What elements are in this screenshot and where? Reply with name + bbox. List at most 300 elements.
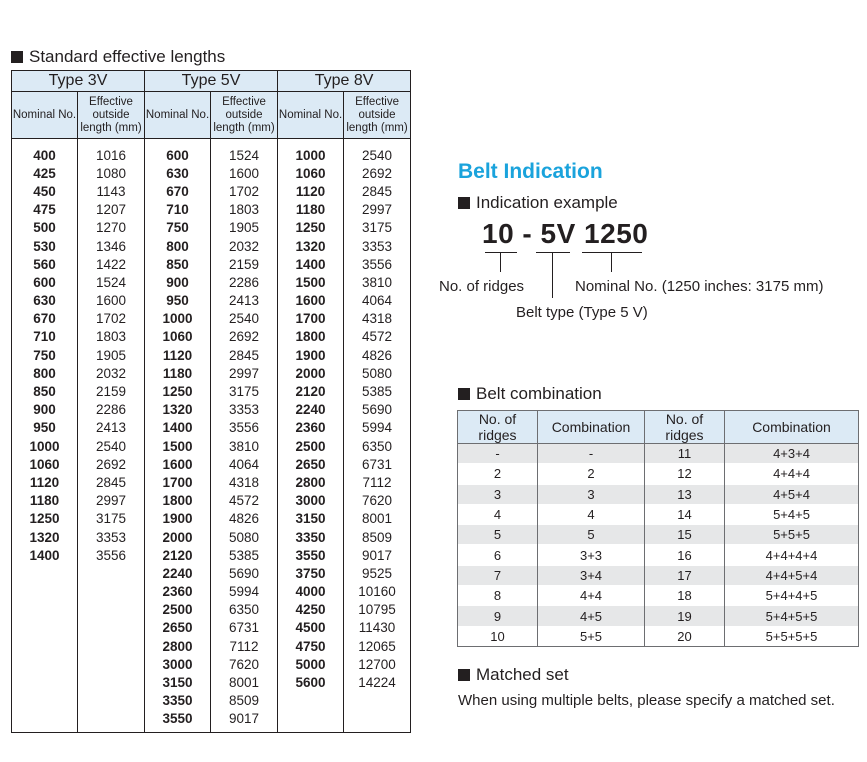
nominal-no-cell: 2000 xyxy=(278,365,344,383)
combination-cell: 5+5 xyxy=(538,626,645,646)
ridges-cell: 6 xyxy=(458,545,538,565)
effective-length-cell: 2540 xyxy=(211,310,278,328)
ridges-leader-line xyxy=(500,252,501,272)
combination-cell: 5+4+5 xyxy=(725,504,859,524)
nominal-no-cell: 1250 xyxy=(145,383,211,401)
combination-cell: 3+3 xyxy=(538,545,645,565)
standard-lengths-table xyxy=(11,70,411,733)
nominal-no-cell: 4000 xyxy=(278,583,344,601)
table-row xyxy=(458,444,859,464)
effective-length-cell: 2845 xyxy=(344,183,411,201)
table-row xyxy=(12,656,411,674)
nominal-no-cell: 1180 xyxy=(278,201,344,219)
type-8v-header: Type 8V xyxy=(278,71,411,92)
nominal-no-cell: 1700 xyxy=(145,474,211,492)
table-row xyxy=(12,237,411,255)
nominal-no-header: Nominal No. xyxy=(278,92,344,139)
nominal-no-cell: 1400 xyxy=(278,256,344,274)
effective-length-cell: 7112 xyxy=(211,638,278,656)
ridges-cell: 4 xyxy=(458,504,538,524)
indication-code: 10 - 5V 1250 xyxy=(482,218,649,249)
nominal-no-cell: 1060 xyxy=(278,165,344,183)
combination-cell: 4+4 xyxy=(538,586,645,606)
nominal-no-cell: 1600 xyxy=(145,456,211,474)
table-row xyxy=(12,583,411,601)
nominal-no-cell: 450 xyxy=(12,183,78,201)
nominal-no-cell: 1500 xyxy=(278,274,344,292)
nominal-no-cell: 1000 xyxy=(278,147,344,165)
effective-length-cell: 5994 xyxy=(211,583,278,601)
effective-length-cell: 9525 xyxy=(344,565,411,583)
ridges-cell: 15 xyxy=(645,525,725,545)
effective-length-header-line: Effective xyxy=(89,95,133,108)
table-row xyxy=(12,692,411,710)
effective-length-cell: 4064 xyxy=(211,456,278,474)
combination-cell: 3+4 xyxy=(538,565,645,585)
ridges-label: No. of ridges xyxy=(439,278,525,295)
nominal-no-cell: 2000 xyxy=(145,528,211,546)
effective-length-cell: 2692 xyxy=(211,328,278,346)
nominal-no-cell: 900 xyxy=(145,274,211,292)
nominal-no-cell: 1400 xyxy=(145,419,211,437)
ridges-cell: 7 xyxy=(458,565,538,585)
effective-length-cell: 1905 xyxy=(78,347,145,365)
nominal-no-cell: 1320 xyxy=(145,401,211,419)
nominal-no-cell: 800 xyxy=(12,365,78,383)
nominal-no-cell: 1600 xyxy=(278,292,344,310)
nominal-no-cell: 2240 xyxy=(145,565,211,583)
table-row xyxy=(12,638,411,656)
nominal-no-cell: 1000 xyxy=(145,310,211,328)
table-row xyxy=(12,474,411,492)
effective-length-cell: 10795 xyxy=(344,601,411,619)
effective-length-cell: 2159 xyxy=(78,383,145,401)
effective-length-cell: 1207 xyxy=(78,201,145,219)
table-row xyxy=(12,310,411,328)
effective-length-header-line: outside xyxy=(358,108,396,121)
effective-length-cell: 3353 xyxy=(344,237,411,255)
nominal-no-cell: 3000 xyxy=(145,656,211,674)
effective-length-cell: 4318 xyxy=(211,474,278,492)
table-row xyxy=(458,484,859,504)
ridges-cell: 12 xyxy=(645,464,725,484)
effective-length-header xyxy=(78,92,145,139)
effective-length-cell xyxy=(78,656,145,674)
nominal-no-cell xyxy=(12,638,78,656)
effective-length-header xyxy=(211,92,278,139)
effective-length-cell: 5994 xyxy=(344,419,411,437)
nominal-no-cell: 1000 xyxy=(12,438,78,456)
effective-length-cell: 3810 xyxy=(344,274,411,292)
effective-length-cell: 14224 xyxy=(344,674,411,692)
nominal-no-cell: 2120 xyxy=(145,547,211,565)
table-row xyxy=(458,504,859,524)
effective-length-cell: 4572 xyxy=(344,328,411,346)
effective-length-cell: 2413 xyxy=(78,419,145,437)
effective-length-cell: 2032 xyxy=(78,365,145,383)
nominal-no-cell xyxy=(12,710,78,728)
nominal-no-cell: 800 xyxy=(145,237,211,255)
square-bullet-icon xyxy=(458,388,470,400)
nominal-no-cell: 2360 xyxy=(278,419,344,437)
nominal-no-cell: 3350 xyxy=(278,528,344,546)
ridges-cell: - xyxy=(458,444,538,464)
nominal-no-cell: 5600 xyxy=(278,674,344,692)
effective-length-cell: 2540 xyxy=(344,147,411,165)
combination-cell: 4+5 xyxy=(538,606,645,626)
effective-length-cell: 5080 xyxy=(211,528,278,546)
nominal-no-cell: 2120 xyxy=(278,383,344,401)
nominal-no-cell: 1060 xyxy=(145,328,211,346)
nominal-no-cell xyxy=(12,674,78,692)
nominal-no-cell: 1120 xyxy=(12,474,78,492)
nominal-no-cell: 850 xyxy=(12,383,78,401)
table-row xyxy=(12,183,411,201)
nominal-no-cell: 630 xyxy=(145,165,211,183)
effective-length-cell: 2692 xyxy=(78,456,145,474)
ridges-cell: 5 xyxy=(458,525,538,545)
table-row xyxy=(12,328,411,346)
nominal-no-cell: 1700 xyxy=(278,310,344,328)
effective-length-cell: 5385 xyxy=(211,547,278,565)
effective-length-cell xyxy=(78,710,145,728)
standard-lengths-title: Standard effective lengths xyxy=(29,47,226,66)
table-row xyxy=(12,256,411,274)
effective-length-cell: 1702 xyxy=(211,183,278,201)
effective-length-cell: 6350 xyxy=(344,438,411,456)
table-row xyxy=(12,438,411,456)
nominal-no-cell: 950 xyxy=(145,292,211,310)
nominal-no-cell xyxy=(12,601,78,619)
nominal-no-cell: 2650 xyxy=(278,456,344,474)
square-bullet-icon xyxy=(458,197,470,209)
nominal-no-cell: 3550 xyxy=(145,710,211,728)
spacer-row xyxy=(12,139,411,147)
combination-cell: 4+3+4 xyxy=(725,444,859,464)
nominal-no-cell xyxy=(12,656,78,674)
effective-length-cell: 1524 xyxy=(211,147,278,165)
effective-length-cell xyxy=(344,692,411,710)
type-3v-header: Type 3V xyxy=(12,71,145,92)
nominal-no-cell: 670 xyxy=(12,310,78,328)
nominal-no-cell: 3000 xyxy=(278,492,344,510)
effective-length-header-line: length (mm) xyxy=(213,121,275,134)
table-row xyxy=(12,510,411,528)
table-row xyxy=(12,565,411,583)
effective-length-cell: 3810 xyxy=(211,438,278,456)
table-row xyxy=(12,674,411,692)
effective-length-header-line: length (mm) xyxy=(80,121,142,134)
effective-length-cell: 1702 xyxy=(78,310,145,328)
table-row xyxy=(12,492,411,510)
table-row xyxy=(12,274,411,292)
effective-length-cell: 2286 xyxy=(78,401,145,419)
combination-cell: 4+5+4 xyxy=(725,484,859,504)
nominal-no-cell: 670 xyxy=(145,183,211,201)
effective-length-cell: 1803 xyxy=(211,201,278,219)
nominal-no-cell: 750 xyxy=(145,219,211,237)
effective-length-cell: 2286 xyxy=(211,274,278,292)
nominal-no-cell: 750 xyxy=(12,347,78,365)
ridges-cell: 19 xyxy=(645,606,725,626)
nominal-leader-line xyxy=(611,252,612,272)
table-row xyxy=(12,619,411,637)
table-row xyxy=(12,401,411,419)
effective-length-cell: 3175 xyxy=(344,219,411,237)
nominal-no-cell: 2500 xyxy=(145,601,211,619)
table-row xyxy=(12,383,411,401)
combination-cell: - xyxy=(538,444,645,464)
effective-length-cell: 8509 xyxy=(344,528,411,546)
effective-length-cell: 12700 xyxy=(344,656,411,674)
nominal-no-cell: 1250 xyxy=(12,510,78,528)
nominal-no-cell: 950 xyxy=(12,419,78,437)
combination-cell: 5+4+4+5 xyxy=(725,586,859,606)
nominal-no-cell: 1120 xyxy=(145,347,211,365)
table-row xyxy=(458,606,859,626)
nominal-no-cell: 3150 xyxy=(145,674,211,692)
effective-length-cell: 2845 xyxy=(211,347,278,365)
effective-length-cell: 2159 xyxy=(211,256,278,274)
nominal-no-cell: 530 xyxy=(12,237,78,255)
effective-length-header-line: outside xyxy=(92,108,130,121)
effective-length-cell: 2997 xyxy=(344,201,411,219)
effective-length-cell: 5385 xyxy=(344,383,411,401)
nominal-no-cell: 1060 xyxy=(12,456,78,474)
effective-length-cell: 1524 xyxy=(78,274,145,292)
effective-length-cell xyxy=(78,638,145,656)
table-row xyxy=(12,528,411,546)
nominal-label: Nominal No. (1250 inches: 3175 mm) xyxy=(575,278,824,295)
effective-length-cell: 6731 xyxy=(211,619,278,637)
effective-length-cell: 11430 xyxy=(344,619,411,637)
effective-length-header-line: length (mm) xyxy=(346,121,408,134)
nominal-no-cell: 1180 xyxy=(145,365,211,383)
nominal-no-cell: 1320 xyxy=(12,528,78,546)
comb-header-combination: Combination xyxy=(725,411,859,444)
nominal-no-cell: 2800 xyxy=(278,474,344,492)
effective-length-cell: 3353 xyxy=(78,528,145,546)
ridges-cell: 14 xyxy=(645,504,725,524)
effective-length-cell: 3556 xyxy=(211,419,278,437)
table-row xyxy=(458,545,859,565)
effective-length-cell: 1905 xyxy=(211,219,278,237)
ridges-cell: 20 xyxy=(645,626,725,646)
ridges-cell: 17 xyxy=(645,565,725,585)
matched-set-heading xyxy=(458,665,569,685)
combination-cell: 2 xyxy=(538,464,645,484)
combination-cell: 5+5+5+5 xyxy=(725,626,859,646)
effective-length-cell: 4064 xyxy=(344,292,411,310)
nominal-no-cell xyxy=(12,583,78,601)
effective-length-cell: 2692 xyxy=(344,165,411,183)
effective-length-cell: 9017 xyxy=(211,710,278,728)
nominal-no-cell: 1400 xyxy=(12,547,78,565)
nominal-no-cell: 425 xyxy=(12,165,78,183)
effective-length-cell: 8001 xyxy=(344,510,411,528)
type-underline xyxy=(536,252,570,253)
combination-cell: 4 xyxy=(538,504,645,524)
combination-cell: 5 xyxy=(538,525,645,545)
nominal-no-cell: 3350 xyxy=(145,692,211,710)
nominal-no-cell: 3750 xyxy=(278,565,344,583)
combination-cell: 5+5+5 xyxy=(725,525,859,545)
nominal-no-cell: 1800 xyxy=(278,328,344,346)
comb-header-ridges: No. of ridges xyxy=(645,411,725,444)
table-row xyxy=(458,464,859,484)
indication-example-title: Indication example xyxy=(476,193,618,212)
ridges-cell: 11 xyxy=(645,444,725,464)
effective-length-cell: 1016 xyxy=(78,147,145,165)
nominal-no-cell xyxy=(12,565,78,583)
comb-header-combination: Combination xyxy=(538,411,645,444)
belt-type-label: Belt type (Type 5 V) xyxy=(516,304,648,321)
effective-length-cell xyxy=(78,619,145,637)
nominal-no-cell: 2360 xyxy=(145,583,211,601)
effective-length-cell: 8001 xyxy=(211,674,278,692)
square-bullet-icon xyxy=(11,51,23,63)
effective-length-cell: 9017 xyxy=(344,547,411,565)
nominal-no-cell: 1900 xyxy=(278,347,344,365)
nominal-no-cell xyxy=(12,692,78,710)
nominal-no-cell: 560 xyxy=(12,256,78,274)
nominal-no-cell xyxy=(12,619,78,637)
nominal-no-cell: 500 xyxy=(12,219,78,237)
effective-length-cell: 3556 xyxy=(78,547,145,565)
table-row xyxy=(12,201,411,219)
effective-length-cell: 1346 xyxy=(78,237,145,255)
table-row xyxy=(12,292,411,310)
table-row xyxy=(12,456,411,474)
nominal-no-header: Nominal No. xyxy=(12,92,78,139)
table-row xyxy=(458,586,859,606)
effective-length-cell: 3175 xyxy=(211,383,278,401)
nominal-no-cell: 4500 xyxy=(278,619,344,637)
effective-length-cell: 4572 xyxy=(211,492,278,510)
effective-length-cell xyxy=(78,601,145,619)
nominal-no-cell: 710 xyxy=(12,328,78,346)
effective-length-cell: 2845 xyxy=(78,474,145,492)
effective-length-cell: 1600 xyxy=(211,165,278,183)
effective-length-cell xyxy=(78,692,145,710)
nominal-no-cell: 3550 xyxy=(278,547,344,565)
nominal-underline xyxy=(582,252,642,253)
effective-length-cell: 4826 xyxy=(211,510,278,528)
table-row xyxy=(12,147,411,165)
ridges-underline xyxy=(485,252,517,253)
ridges-cell: 3 xyxy=(458,484,538,504)
effective-length-cell xyxy=(78,565,145,583)
combination-cell: 4+4+5+4 xyxy=(725,565,859,585)
belt-combination-heading xyxy=(458,384,602,404)
effective-length-cell: 2032 xyxy=(211,237,278,255)
nominal-no-cell: 1500 xyxy=(145,438,211,456)
nominal-no-header: Nominal No. xyxy=(145,92,211,139)
type-leader-line xyxy=(552,252,553,298)
nominal-no-cell: 850 xyxy=(145,256,211,274)
belt-indication-title: Belt Indication xyxy=(458,160,603,183)
nominal-no-cell: 600 xyxy=(145,147,211,165)
effective-length-cell: 10160 xyxy=(344,583,411,601)
effective-length-header-line: outside xyxy=(225,108,263,121)
matched-set-title: Matched set xyxy=(476,665,569,684)
standard-lengths-heading xyxy=(11,47,225,67)
effective-length-cell: 2997 xyxy=(78,492,145,510)
nominal-no-cell: 1900 xyxy=(145,510,211,528)
ridges-cell: 10 xyxy=(458,626,538,646)
effective-length-cell: 1270 xyxy=(78,219,145,237)
nominal-no-cell: 900 xyxy=(12,401,78,419)
effective-length-cell: 4826 xyxy=(344,347,411,365)
table-row xyxy=(458,626,859,646)
comb-header-ridges: No. of ridges xyxy=(458,411,538,444)
table-row xyxy=(12,365,411,383)
nominal-no-cell: 710 xyxy=(145,201,211,219)
matched-set-text: When using multiple belts, please specify a matched set. xyxy=(458,692,835,709)
effective-length-cell: 3175 xyxy=(78,510,145,528)
table-row xyxy=(12,710,411,728)
effective-length-cell: 7112 xyxy=(344,474,411,492)
effective-length-cell xyxy=(344,710,411,728)
effective-length-cell: 7620 xyxy=(211,656,278,674)
effective-length-cell: 3353 xyxy=(211,401,278,419)
nominal-no-cell: 1800 xyxy=(145,492,211,510)
effective-length-header-line: Effective xyxy=(355,95,399,108)
nominal-no-cell: 630 xyxy=(12,292,78,310)
ridges-cell: 8 xyxy=(458,586,538,606)
nominal-no-cell: 2650 xyxy=(145,619,211,637)
belt-combination-title: Belt combination xyxy=(476,384,602,403)
effective-length-cell: 1600 xyxy=(78,292,145,310)
ridges-cell: 16 xyxy=(645,545,725,565)
table-row xyxy=(12,419,411,437)
nominal-no-cell: 400 xyxy=(12,147,78,165)
effective-length-cell: 2413 xyxy=(211,292,278,310)
nominal-no-cell: 1120 xyxy=(278,183,344,201)
table-row xyxy=(458,525,859,545)
combination-cell: 4+4+4 xyxy=(725,464,859,484)
effective-length-cell: 5690 xyxy=(211,565,278,583)
table-row xyxy=(12,165,411,183)
type-5v-header: Type 5V xyxy=(145,71,278,92)
effective-length-header-line: Effective xyxy=(222,95,266,108)
effective-length-cell: 2540 xyxy=(78,438,145,456)
effective-length-cell: 1803 xyxy=(78,328,145,346)
square-bullet-icon xyxy=(458,669,470,681)
nominal-no-cell: 1180 xyxy=(12,492,78,510)
effective-length-cell xyxy=(78,674,145,692)
indication-example-heading xyxy=(458,193,618,213)
table-row xyxy=(12,347,411,365)
ridges-cell: 13 xyxy=(645,484,725,504)
effective-length-cell: 1143 xyxy=(78,183,145,201)
effective-length-cell: 5690 xyxy=(344,401,411,419)
nominal-no-cell: 3150 xyxy=(278,510,344,528)
belt-combination-table xyxy=(457,410,859,647)
effective-length-cell: 7620 xyxy=(344,492,411,510)
effective-length-cell: 1422 xyxy=(78,256,145,274)
nominal-no-cell: 4250 xyxy=(278,601,344,619)
effective-length-cell: 6350 xyxy=(211,601,278,619)
effective-length-cell: 2997 xyxy=(211,365,278,383)
table-row xyxy=(458,565,859,585)
effective-length-cell: 12065 xyxy=(344,638,411,656)
ridges-cell: 9 xyxy=(458,606,538,626)
effective-length-cell: 3556 xyxy=(344,256,411,274)
combination-cell: 3 xyxy=(538,484,645,504)
effective-length-cell: 5080 xyxy=(344,365,411,383)
nominal-no-cell: 2800 xyxy=(145,638,211,656)
